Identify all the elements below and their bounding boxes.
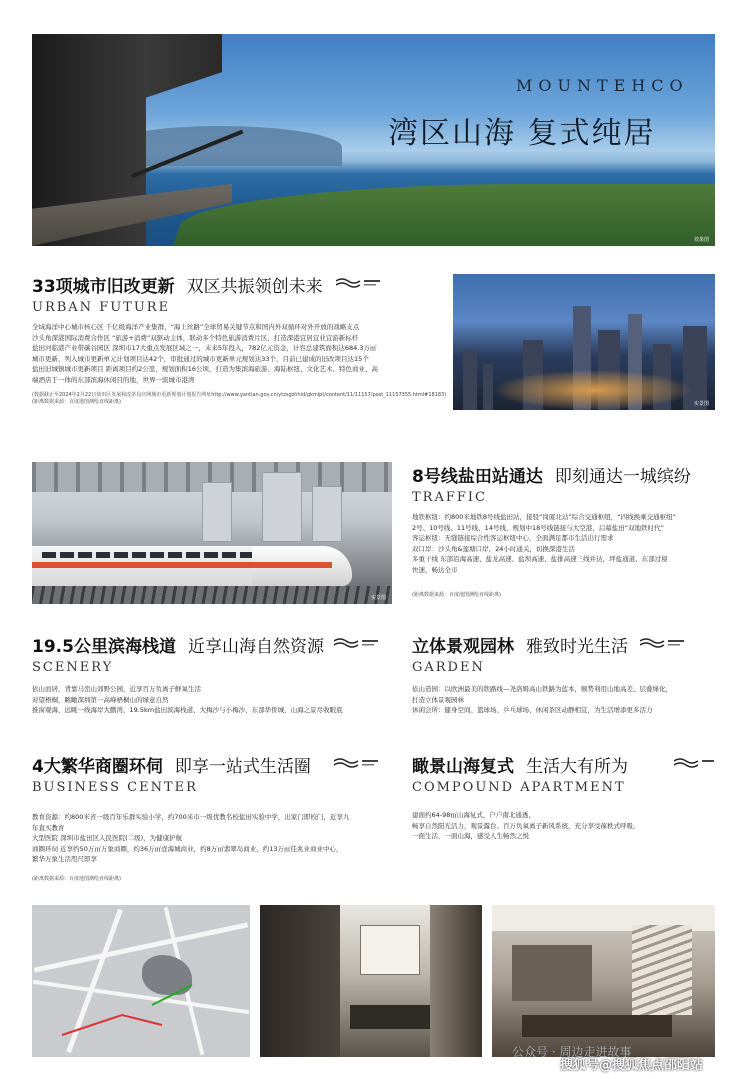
wave-logo-icon: [640, 636, 686, 650]
compound-subtitle: 生活大有所为: [526, 757, 628, 777]
traffic-line: 双口岸：沙头角&莲塘口岸，24小时通关，切换深港生活: [412, 544, 575, 553]
compound-en-title: COMPOUND APARTMENT: [412, 780, 626, 795]
urban-line: 全域海洋中心城市核心区 千亿级海洋产业集群，“海上丝路”全球贸易关键节点和国内外双循环对外开放的战略支点: [32, 323, 360, 331]
traffic-line: 2号、10号线、11号线、14号线，规划中18号线链接与大空港，启幕盐田“双地铁时代”: [412, 523, 664, 532]
location-map: [32, 905, 250, 1057]
wave-logo-icon: [334, 636, 380, 650]
scenery-line: 对望梧桐，眺瞰深圳第一高峰梧桐山的绿意自然: [32, 695, 169, 704]
business-heading: [32, 752, 311, 777]
traffic-title: 8号线盐田站通达: [412, 467, 543, 487]
urban-subtitle: 双区共振领创未来: [186, 277, 323, 297]
hero-mountain: [112, 126, 342, 166]
scenery-subtitle: 近享山海自然资源: [187, 637, 324, 657]
train-photo-credit: 实景图: [370, 595, 386, 601]
compound-line: 建面约64-98㎡山海复式，户户南北通透，: [412, 811, 535, 819]
garden-en-title: GARDEN: [412, 660, 485, 675]
wave-logo-icon: [674, 756, 720, 770]
business-line: 教育资源：约800米省一级百年乐群实验小学，约700米市一级优教名校盐田实验中学，出家门即校门，近享九: [32, 813, 350, 821]
compound-body: [412, 810, 718, 842]
compound-line: 一面生活，一面山海，感受人生畅然之悦: [412, 832, 529, 841]
urban-line: 沙头角深港国际消费合作区 “旅游+消费”双驱动主体，联动多个特色旅游消费片区，打造深港宜居宜业宜游新标杆: [32, 333, 359, 342]
hero-title: 湾区山海 复式纯居: [388, 116, 656, 151]
train-photo: [32, 462, 392, 604]
urban-heading: [32, 272, 323, 297]
traffic-subtitle: 即刻通达一城缤纷: [554, 467, 691, 487]
city-photo-credit: 实景图: [693, 401, 709, 407]
garden-subtitle: 雅致时光生活: [526, 637, 628, 657]
urban-title: 33项城市旧改更新: [32, 277, 175, 297]
business-en-title: BUSINESS CENTER: [32, 780, 198, 795]
compound-line: 畅享自然阳光活力，观景露台、百万负氧离子新风系统，充分享受葆秩式呼吸，: [412, 821, 640, 830]
scenery-line: 推窗观海，远眺一线海岸大鹏湾，19.5km盐田滨海栈道、大梅沙与小梅沙、东部华侨城，山海之景尽收眼底: [32, 706, 343, 715]
business-body: [32, 812, 404, 865]
scenery-title: 19.5公里滨海栈道: [32, 637, 176, 657]
scenery-body: [32, 684, 404, 716]
urban-en-title: URBAN FUTURE: [32, 300, 171, 315]
scenery-line: 依山而居，背靠马峦山郊野公园，近享百万负离子鲜氧生活: [32, 685, 201, 693]
scenery-en-title: SCENERY: [32, 660, 114, 675]
living-room-photo: [492, 905, 715, 1057]
traffic-source: (距离数据来源：百度地图测绘直线距离): [412, 592, 501, 598]
urban-body: [32, 322, 447, 386]
business-title: 4大繁华商圈环伺: [32, 757, 163, 777]
garden-heading: [412, 632, 628, 657]
traffic-heading: [412, 462, 691, 487]
wechat-watermark: 公众号 · 周边走进故事: [512, 1045, 632, 1059]
traffic-en-title: TRAFFIC: [412, 490, 487, 505]
garden-line: 打造立体景观园林: [412, 695, 464, 704]
business-line: 大型医院 深圳市盐田区人民医院(二级)，为健康护航: [32, 834, 183, 843]
business-subtitle: 即享一站式生活圈: [174, 757, 311, 777]
compound-title: 瞰景山海复式: [412, 757, 514, 777]
urban-line: 端酒店于一体的东部滨海休闲目的地，世界一流城市港湾: [32, 375, 195, 384]
traffic-line: 多重干线 东部沿海高速、盐龙高速、盐坝高速、盐排高速三线并达，坪盐通道、东部过境: [412, 555, 668, 564]
wave-logo-icon: [334, 756, 380, 770]
urban-line: 城市更新，列入城市更新单元计划项目达42个，审批通过的城市更新单元规划达33个，目前已建成的旧改项目达15个: [32, 354, 369, 363]
urban-line: 盐田旧城镇城市更新项目 距离项目约2公里，规划面积16公顷，打造为集滨海旅游、海陆枢纽、文化艺术、特色商业、高: [32, 365, 378, 374]
garden-line: 依山造园：以欧洲最美的铁路线—尧洛姆高山铁路为蓝本，顺势利用山地高差、层叠绿化，: [412, 685, 672, 693]
sohu-credit: 搜狐号@搜狐焦点邵阳站: [560, 1058, 704, 1073]
business-line: 年直买教育: [32, 823, 65, 832]
urban-source-line: (数据截止至2024年2月22日盐田区发展和改革局官网城市更新规划计划报告网址http://www.yantian.gov.cn/ytzsgzhhid/gkmlpt/content/11/11157/post_11157355.html#18183): [32, 392, 447, 398]
wave-logo-icon: [336, 276, 382, 290]
map-route-icon: [32, 905, 250, 1057]
compound-heading: [412, 752, 628, 777]
duplex-interior-photo: [260, 905, 482, 1057]
hero-photo-credit: 效果图: [693, 237, 709, 243]
traffic-line: 快速，畅达全市: [412, 565, 458, 574]
business-line: 商圈环伺 近享约50万㎡万象商圈，约36万㎡壹海城商业，约8万㎡翡翠岛商业，约13万㎡佳兆业商业中心，: [32, 844, 343, 853]
traffic-line: 客运枢纽：无缝链接综合性客运枢纽中心，全面满足都市生活出行需求: [412, 534, 614, 543]
business-line: 繁华万象生活咫尺即享: [32, 855, 97, 864]
scenery-heading: [32, 632, 324, 657]
urban-source-line: (距离数据来源：百度地图测绘直线距离): [32, 399, 121, 405]
brand-wordmark: MOUNTEHCO: [516, 76, 689, 95]
city-night-photo: [453, 274, 715, 410]
garden-body: [412, 684, 718, 716]
garden-line: 休闲会所：健身空间、篮球场、乒乓球场、休闲茶区动静相宜，为生活增添更多活力: [412, 706, 653, 715]
urban-source: [32, 392, 447, 406]
traffic-body: [412, 512, 718, 576]
urban-line: 盐田河临港产业带碳谷园区 深圳市17大重点发展区域之一，未来5年投入，782亿元资金，计容总建筑面积达684.3万㎡: [32, 344, 377, 353]
garden-title: 立体景观园林: [412, 637, 514, 657]
traffic-line: 地铁枢纽：约800米地铁8号线盐田站，接驳“岗厦北站”综合交通枢纽，“四线换乘交通枢纽”: [412, 513, 677, 521]
business-source: (距离数据来源：百度地图测绘直线距离): [32, 876, 121, 882]
hero-coastline: [171, 184, 715, 246]
